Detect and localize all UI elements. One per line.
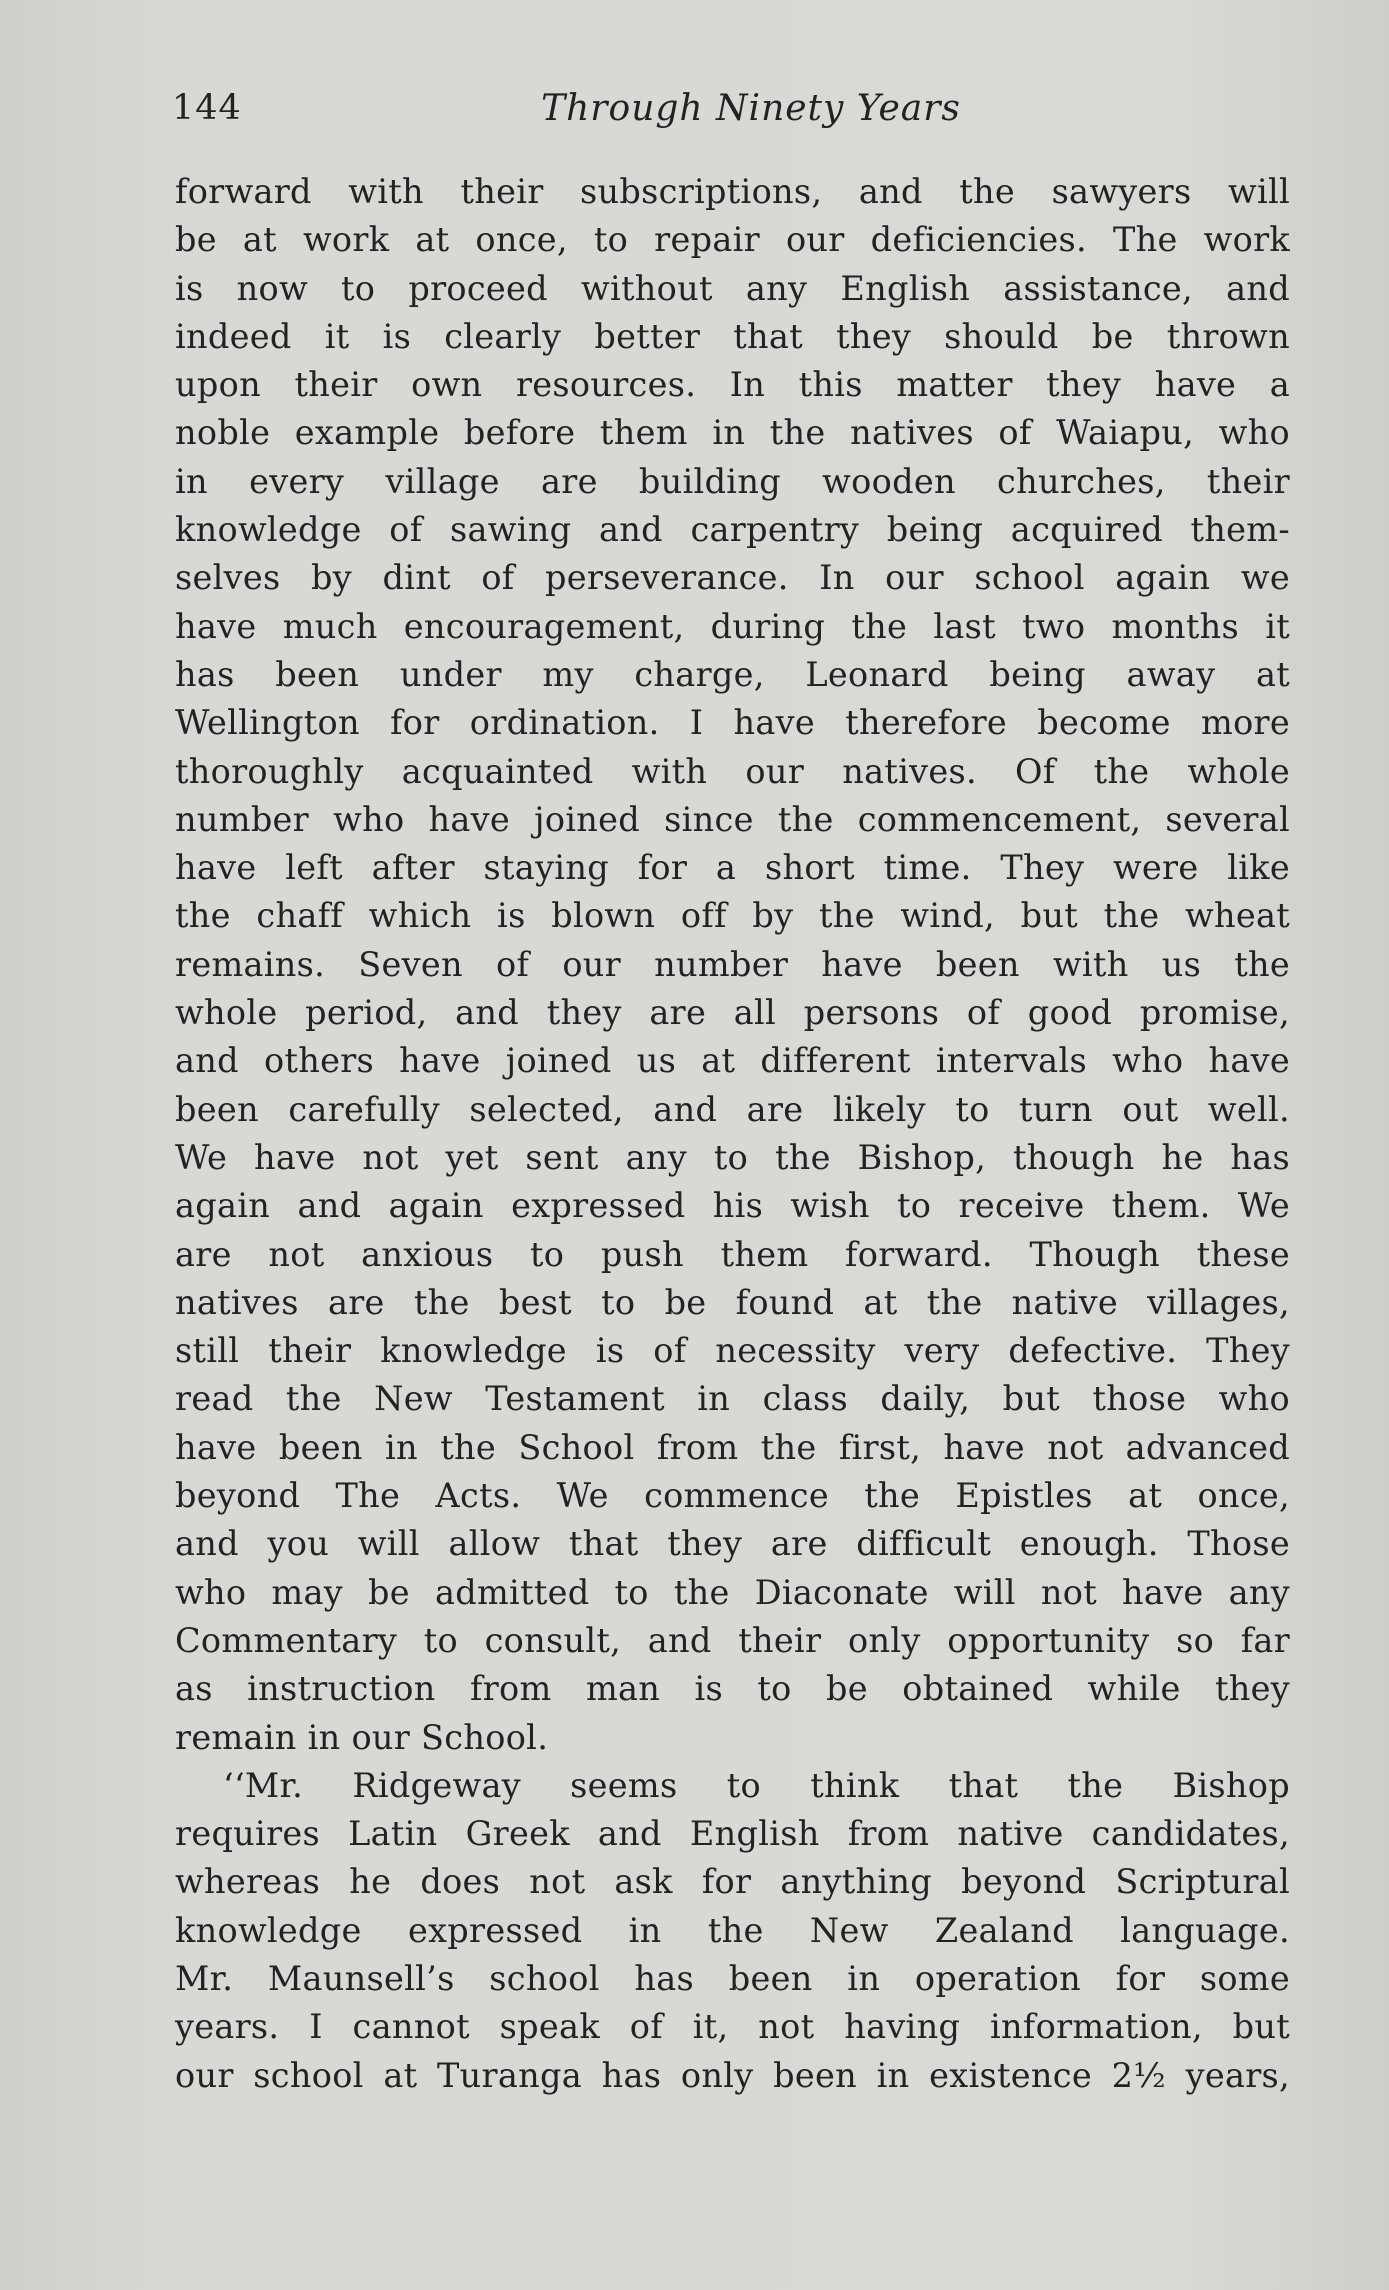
- text-line: in every village are building wooden churches, their: [175, 461, 1290, 501]
- text-line: been carefully selected, and are likely to turn out well.: [175, 1089, 1290, 1129]
- text-line: knowledge expressed in the New Zealand language.: [175, 1910, 1290, 1950]
- text-line: We have not yet sent any to the Bishop, though he has: [175, 1137, 1290, 1177]
- text-line: the chaff which is blown off by the wind, but the wheat: [175, 896, 1290, 936]
- text-line: Mr. Maunsell’s school has been in operation for some: [175, 1958, 1290, 1998]
- text-line: thoroughly acquainted with our natives. Of the whole: [175, 751, 1290, 791]
- text-line: remains. Seven of our number have been with us the: [175, 944, 1290, 984]
- text-line: upon their own resources. In this matter they have a: [175, 365, 1290, 405]
- text-line: again and again expressed his wish to receive them. We: [175, 1186, 1290, 1226]
- text-line: whereas he does not ask for anything beyond Scriptural: [175, 1862, 1290, 1902]
- text-line: who may be admitted to the Diaconate will not have any: [175, 1572, 1290, 1612]
- text-line: years. I cannot speak of it, not having information, but: [175, 2007, 1290, 2047]
- text-line: beyond The Acts. We commence the Epistles at once,: [175, 1476, 1290, 1516]
- text-line: read the New Testament in class daily, but those who: [175, 1379, 1290, 1419]
- text-line: are not anxious to push them forward. Though these: [175, 1234, 1290, 1274]
- text-line: have been in the School from the first, have not advanced: [175, 1427, 1290, 1467]
- text-line: as instruction from man is to be obtained while they: [175, 1669, 1290, 1709]
- text-line: selves by dint of perseverance. In our school again we: [175, 558, 1290, 598]
- running-title: Through Ninety Years: [541, 88, 961, 129]
- text-line: our school at Turanga has only been in existence 2½ years,: [175, 2055, 1290, 2095]
- text-line: indeed it is clearly better that they should be thrown: [175, 316, 1290, 356]
- text-line: natives are the best to be found at the native villages,: [175, 1282, 1290, 1322]
- text-line: Wellington for ordination. I have therefore become more: [175, 703, 1290, 743]
- text-line: has been under my charge, Leonard being away at: [175, 654, 1290, 694]
- page-number: 144: [172, 88, 242, 128]
- text-line: is now to proceed without any English assistance, and: [175, 268, 1290, 308]
- text-line: Commentary to consult, and their only opportunity so far: [175, 1620, 1290, 1660]
- text-line: forward with their subscriptions, and the sawyers will: [175, 172, 1290, 211]
- text-line: noble example before them in the natives of Waiapu, who: [175, 413, 1290, 453]
- text-line: have left after staying for a short time. They were like: [175, 848, 1290, 888]
- text-line: and others have joined us at different intervals who have: [175, 1041, 1290, 1081]
- text-line: have much encouragement, during the last two months it: [175, 606, 1290, 646]
- text-line: still their knowledge is of necessity very defective. They: [175, 1331, 1290, 1371]
- text-line: whole period, and they are all persons of good promise,: [175, 993, 1290, 1033]
- body-text: [175, 168, 1290, 2100]
- text-line: and you will allow that they are difficult enough. Those: [175, 1524, 1290, 1564]
- running-head: [172, 88, 1290, 138]
- text-line: number who have joined since the commencement, several: [175, 799, 1290, 839]
- text-line: remain in our School.: [175, 1717, 549, 1757]
- text-line: requires Latin Greek and English from native candidates,: [175, 1814, 1290, 1854]
- text-line: be at work at once, to repair our deficiencies. The work: [175, 220, 1290, 260]
- text-line: knowledge of sawing and carpentry being acquired them-: [175, 510, 1290, 550]
- text-line: ‘‘Mr. Ridgeway seems to think that the Bishop: [223, 1765, 1290, 1805]
